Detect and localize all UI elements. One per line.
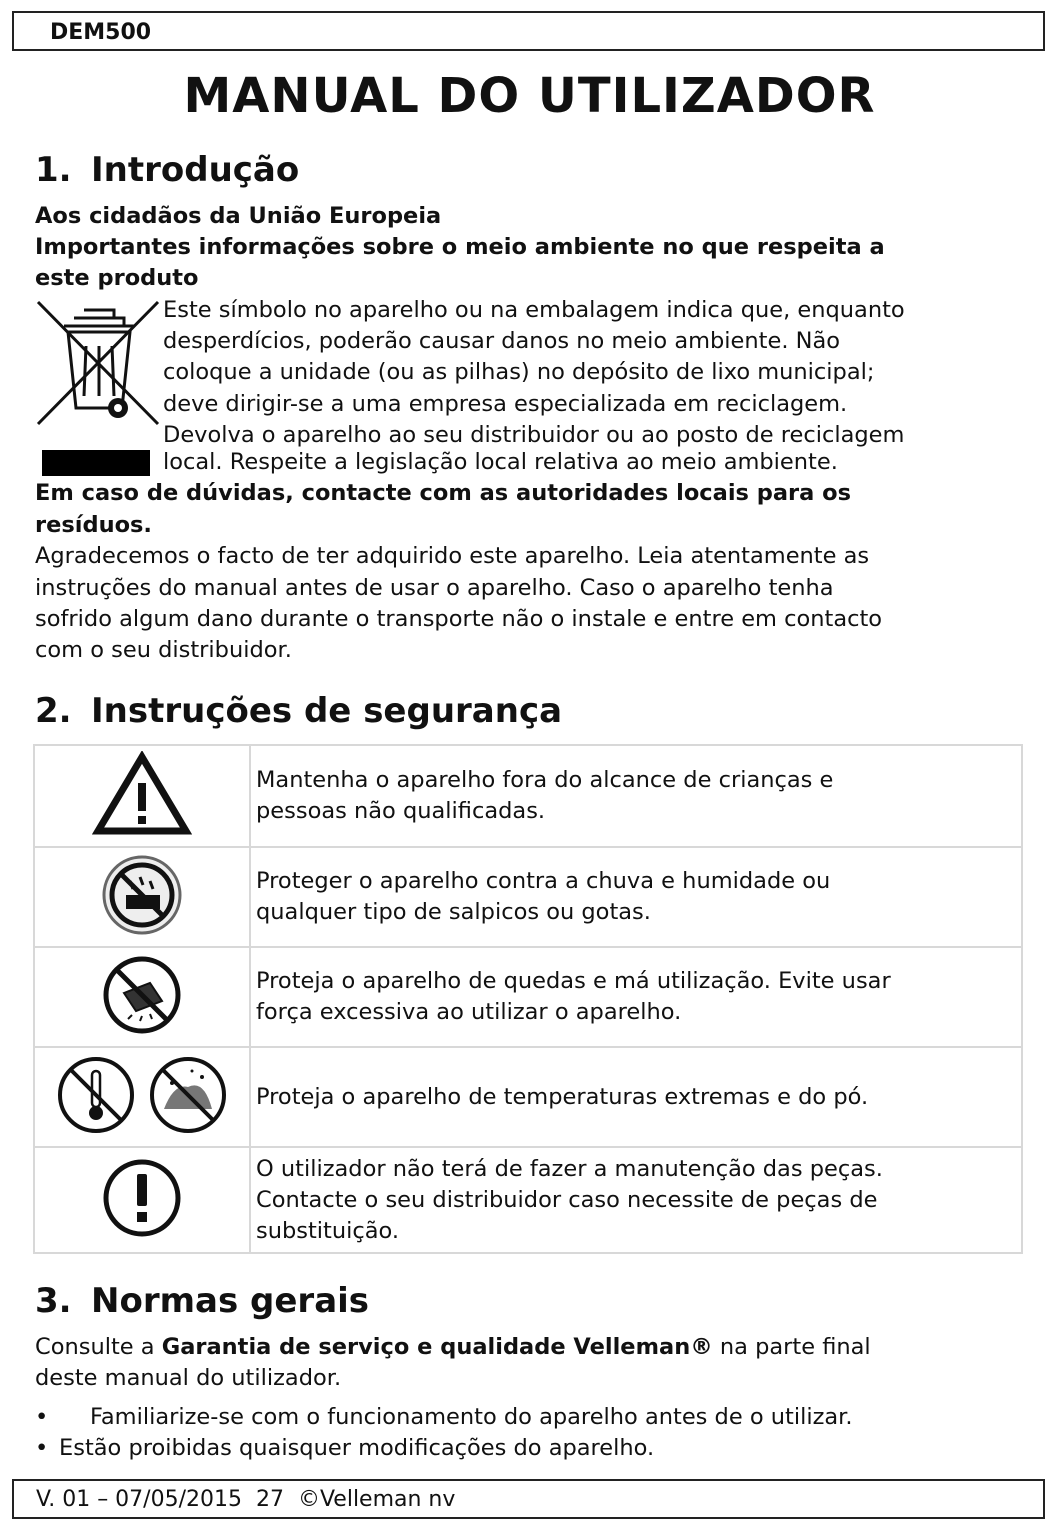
safety-text-line: Proteja o aparelho de quedas e má utilização. Evite usar (256, 968, 891, 994)
section-heading-safety: 2. Instruções de segurança (35, 691, 563, 731)
safety-row (34, 847, 1022, 947)
safety-text-line: qualquer tipo de salpicos ou gotas. (256, 899, 651, 925)
safety-row (34, 1147, 1022, 1253)
safety-text-line: Proteger o aparelho contra a chuva e humidade ou (256, 868, 831, 894)
safety-row (34, 947, 1022, 1047)
safety-text-line: substituição. (256, 1217, 400, 1244)
safety-table (33, 744, 1023, 1254)
doubt-text-line1: Em caso de dúvidas, contacte com as autoridades locais para os (35, 480, 852, 506)
section-heading-intro: 1. Introdução (35, 150, 300, 190)
section-heading-general: 3. Normas gerais (35, 1281, 370, 1321)
safety-row (34, 745, 1022, 847)
doubt-text-line2: resíduos. (35, 512, 152, 538)
list-item: • Estão proibidas quaisquer modificações do aparelho. (35, 1435, 655, 1461)
page-title: MANUAL DO UTILIZADOR (183, 68, 876, 124)
environment-heading-line2: este produto (35, 265, 199, 291)
warning-triangle-icon (92, 751, 192, 837)
safety-text-line: Contacte o seu distribuidor caso necessite de peças de (256, 1186, 878, 1213)
general-text-line1: Consulte a Garantia de serviço e qualidade Velleman® na parte final (35, 1334, 871, 1360)
attention-icon (100, 1156, 184, 1240)
no-rain-icon (100, 853, 184, 937)
no-dust-icon (152, 1059, 224, 1131)
safety-text-line: Proteja o aparelho de temperaturas extremas e do pó. (256, 1083, 869, 1110)
header-bar (12, 11, 1045, 51)
thanks-text-line: sofrido algum dano durante o transporte não o instale e entre em contacto (35, 606, 883, 632)
model-label: DEM500 (50, 20, 152, 45)
footer-bar (12, 1479, 1045, 1519)
no-temperature-no-dust-icon (52, 1053, 232, 1137)
weee-text-line: Devolva o aparelho ao seu distribuidor ou ao posto de reciclagem (163, 422, 905, 448)
footer-text: V. 01 – 07/05/2015 27 ©Velleman nv (36, 1487, 456, 1512)
general-text-line2: deste manual do utilizador. (35, 1365, 342, 1391)
thanks-text-line: Agradecemos o facto de ter adquirido este aparelho. Leia atentamente as (35, 543, 870, 569)
weee-text-line: coloque a unidade (ou as pilhas) no depósito de lixo municipal; (163, 359, 875, 385)
thanks-text-line: com o seu distribuidor. (35, 637, 292, 663)
weee-bin-icon (34, 296, 162, 476)
safety-text-line: O utilizador não terá de fazer a manutenção das peças. (256, 1155, 883, 1182)
safety-row (34, 1047, 1022, 1147)
weee-text-line: Este símbolo no aparelho ou na embalagem indica que, enquanto (163, 297, 905, 323)
safety-text-line: pessoas não qualificadas. (256, 798, 546, 824)
list-item: • Familiarize-se com o funcionamento do aparelho antes de o utilizar. (35, 1404, 853, 1430)
eu-citizens-heading: Aos cidadãos da União Europeia (35, 203, 442, 229)
no-drop-icon (100, 953, 184, 1037)
weee-text-line: deve dirigir-se a uma empresa especializada em reciclagem. (163, 391, 848, 417)
thanks-text-line: instruções do manual antes de usar o aparelho. Caso o aparelho tenha (35, 575, 834, 601)
safety-text-line: Mantenha o aparelho fora do alcance de crianças e (256, 767, 834, 793)
weee-text-line: local. Respeite a legislação local relativa ao meio ambiente. (163, 449, 838, 475)
warranty-reference: Garantia de serviço e qualidade Velleman® (161, 1334, 713, 1360)
weee-text-line: desperdícios, poderão causar danos no meio ambiente. Não (163, 328, 841, 354)
environment-heading-line1: Importantes informações sobre o meio ambiente no que respeita a (35, 234, 885, 260)
general-bullet-list (35, 1402, 853, 1464)
safety-text-line: força excessiva ao utilizar o aparelho. (256, 999, 682, 1025)
no-temperature-icon (60, 1059, 132, 1131)
